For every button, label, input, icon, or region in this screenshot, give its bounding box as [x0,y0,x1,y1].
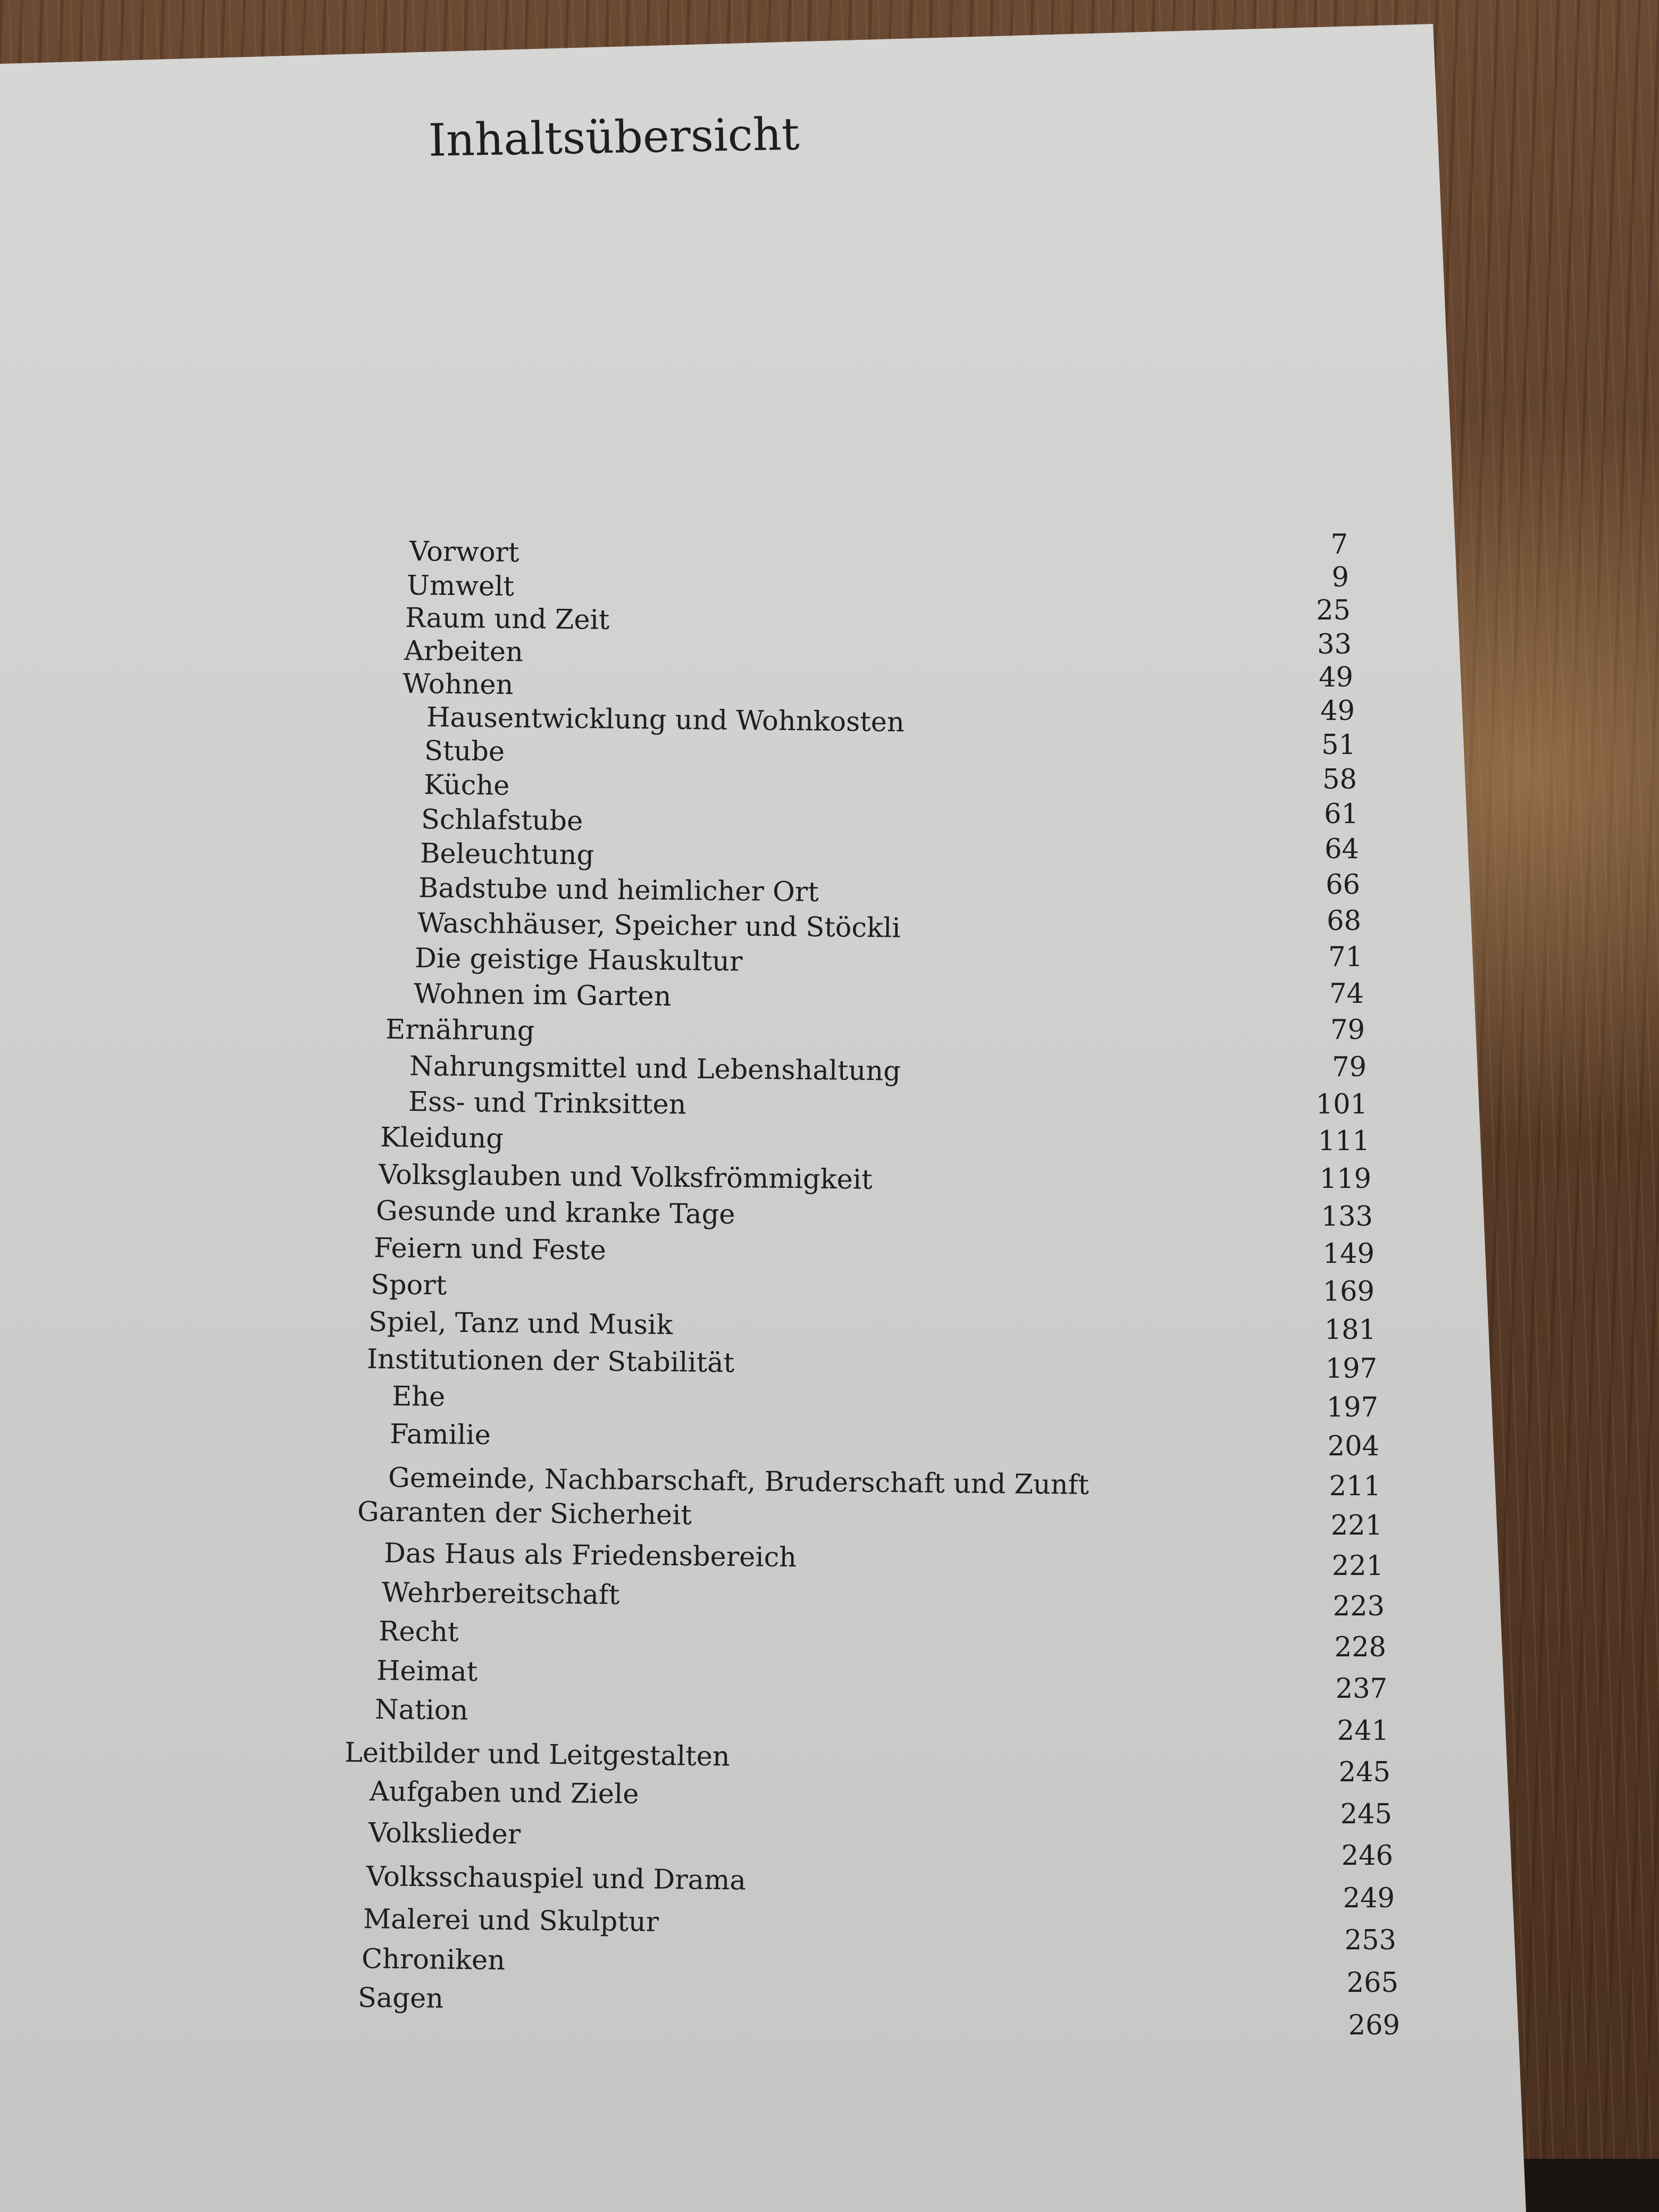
toc-entry-schlafstube: Schlafstube [421,804,583,837]
page-title: Inhaltsübersicht [428,107,800,166]
toc-page-number: 101 [1316,1089,1368,1120]
toc-entry-nation: Nation [374,1694,468,1727]
toc-entry-ernaehrung: Ernährung [385,1014,535,1047]
toc-page-number: 58 [1322,764,1357,795]
toc-entry-waschhaeuser-speicher-und-stoeckli: Waschhäuser, Speicher und Stöckli [417,908,901,944]
toc-page-number: 204 [1327,1431,1379,1462]
toc-entry-malerei-und-skulptur: Malerei und Skulptur [363,1904,659,1938]
toc-entry-familie: Familie [389,1419,491,1451]
toc-page-number: 197 [1325,1353,1377,1385]
toc-entry-sport: Sport [370,1269,447,1302]
toc-entry-recht: Recht [378,1616,459,1648]
toc-page-number: 33 [1317,629,1352,660]
toc-entry-wehrbereitschaft: Wehrbereitschaft [381,1577,620,1611]
toc-entry-raum-und-zeit: Raum und Zeit [405,602,610,636]
toc-entry-gemeinde-nachbarschaft-bruderschaft-und-zunft: Gemeinde, Nachbarschaft, Bruderschaft und Zunft [388,1462,1090,1501]
toc-entry-gesunde-und-kranke-tage: Gesunde und kranke Tage [375,1195,735,1231]
toc-page-number: 269 [1348,2010,1400,2041]
toc-entry-das-haus-als-friedensbereich: Das Haus als Friedensbereich [383,1538,797,1574]
toc-page-number: 51 [1321,730,1356,761]
toc-entry-sagen: Sagen [357,1982,444,2015]
toc-entry-garanten-der-sicherheit: Garanten der Sicherheit [357,1496,692,1531]
toc-page-number: 223 [1333,1591,1385,1622]
toc-page-number: 68 [1327,906,1361,937]
toc-page-number: 181 [1324,1314,1376,1346]
toc-page-number: 221 [1330,1510,1382,1541]
toc-entry-wohnen-im-garten: Wohnen im Garten [413,978,672,1013]
toc-entry-arbeiten: Arbeiten [404,635,524,668]
toc-entry-ehe: Ehe [391,1381,446,1413]
toc-page-number: 49 [1319,662,1353,693]
toc-page-number: 133 [1321,1201,1373,1233]
toc-entry-vorwort: Vorwort [409,536,520,569]
toc-page-number: 253 [1344,1925,1396,1956]
toc-entry-feiern-und-feste: Feiern und Feste [373,1233,607,1267]
toc-page-number: 9 [1331,562,1349,593]
toc-entry-kueche: Küche [423,769,510,802]
toc-page-number: 64 [1325,834,1359,865]
toc-entry-chroniken: Chroniken [361,1943,506,1976]
toc-entry-nahrungsmittel-und-lebenshaltung: Nahrungsmittel und Lebenshaltung [409,1051,901,1087]
toc-page-number: 245 [1340,1799,1392,1830]
toc-entry-kleidung: Kleidung [380,1122,504,1155]
toc-page-number: 221 [1331,1551,1384,1582]
toc-page-number: 241 [1337,1715,1389,1747]
toc-page-number: 265 [1346,1967,1398,1999]
toc-page-number: 237 [1335,1673,1387,1705]
toc-entry-institutionen-der-stabilitaet: Institutionen der Stabilität [366,1344,735,1379]
toc-entry-wohnen: Wohnen [402,668,514,701]
toc-entry-umwelt: Umwelt [406,570,515,603]
toc-page-number: 197 [1326,1392,1378,1423]
toc-page-number: 79 [1332,1052,1367,1083]
toc-page-number: 249 [1343,1883,1395,1914]
toc-entry-ess-und-trinksitten: Ess- und Trinksitten [408,1086,686,1121]
toc-entry-leitbilder-und-leitgestalten: Leitbilder und Leitgestalten [344,1737,730,1773]
toc-entry-badstube-und-heimlicher-ort: Badstube und heimlicher Ort [418,873,819,908]
toc-entry-die-geistige-hauskultur: Die geistige Hauskultur [414,943,743,978]
toc-page-number: 71 [1328,942,1363,973]
toc-page-number: 66 [1326,869,1360,901]
toc-entry-spiel-tanz-und-musik: Spiel, Tanz und Musik [368,1306,673,1341]
toc-page-number: 149 [1322,1238,1375,1270]
toc-entry-volksglauben-und-volksfroemmigkeit: Volksglauben und Volksfrömmigkeit [378,1159,873,1196]
toc-entry-heimat: Heimat [376,1655,478,1688]
toc-entry-hausentwicklung-und-wohnkosten: Hausentwicklung und Wohnkosten [426,702,905,739]
toc-page-number: 49 [1320,696,1355,727]
toc-page-number: 169 [1322,1276,1375,1308]
toc-page-number: 79 [1330,1015,1365,1046]
toc-entry-beleuchtung: Beleuchtung [420,838,594,872]
toc-page-number: 74 [1329,978,1364,1010]
toc-page-number: 119 [1319,1163,1371,1195]
toc-entry-stube: Stube [424,735,505,768]
toc-page-number: 228 [1334,1632,1386,1663]
toc-entry-aufgaben-und-ziele: Aufgaben und Ziele [369,1776,639,1811]
toc-page-number: 25 [1316,595,1351,626]
toc-page-number: 211 [1329,1471,1381,1502]
toc-page-number: 61 [1324,799,1359,830]
toc-page-number: 246 [1341,1840,1393,1872]
toc-page-number: 7 [1330,529,1348,560]
toc-entry-volkslieder: Volkslieder [368,1817,521,1850]
toc-page-number: 111 [1318,1126,1370,1157]
toc-entry-volksschauspiel-und-drama: Volksschauspiel und Drama [366,1861,747,1897]
toc-page-number: 245 [1338,1757,1390,1788]
